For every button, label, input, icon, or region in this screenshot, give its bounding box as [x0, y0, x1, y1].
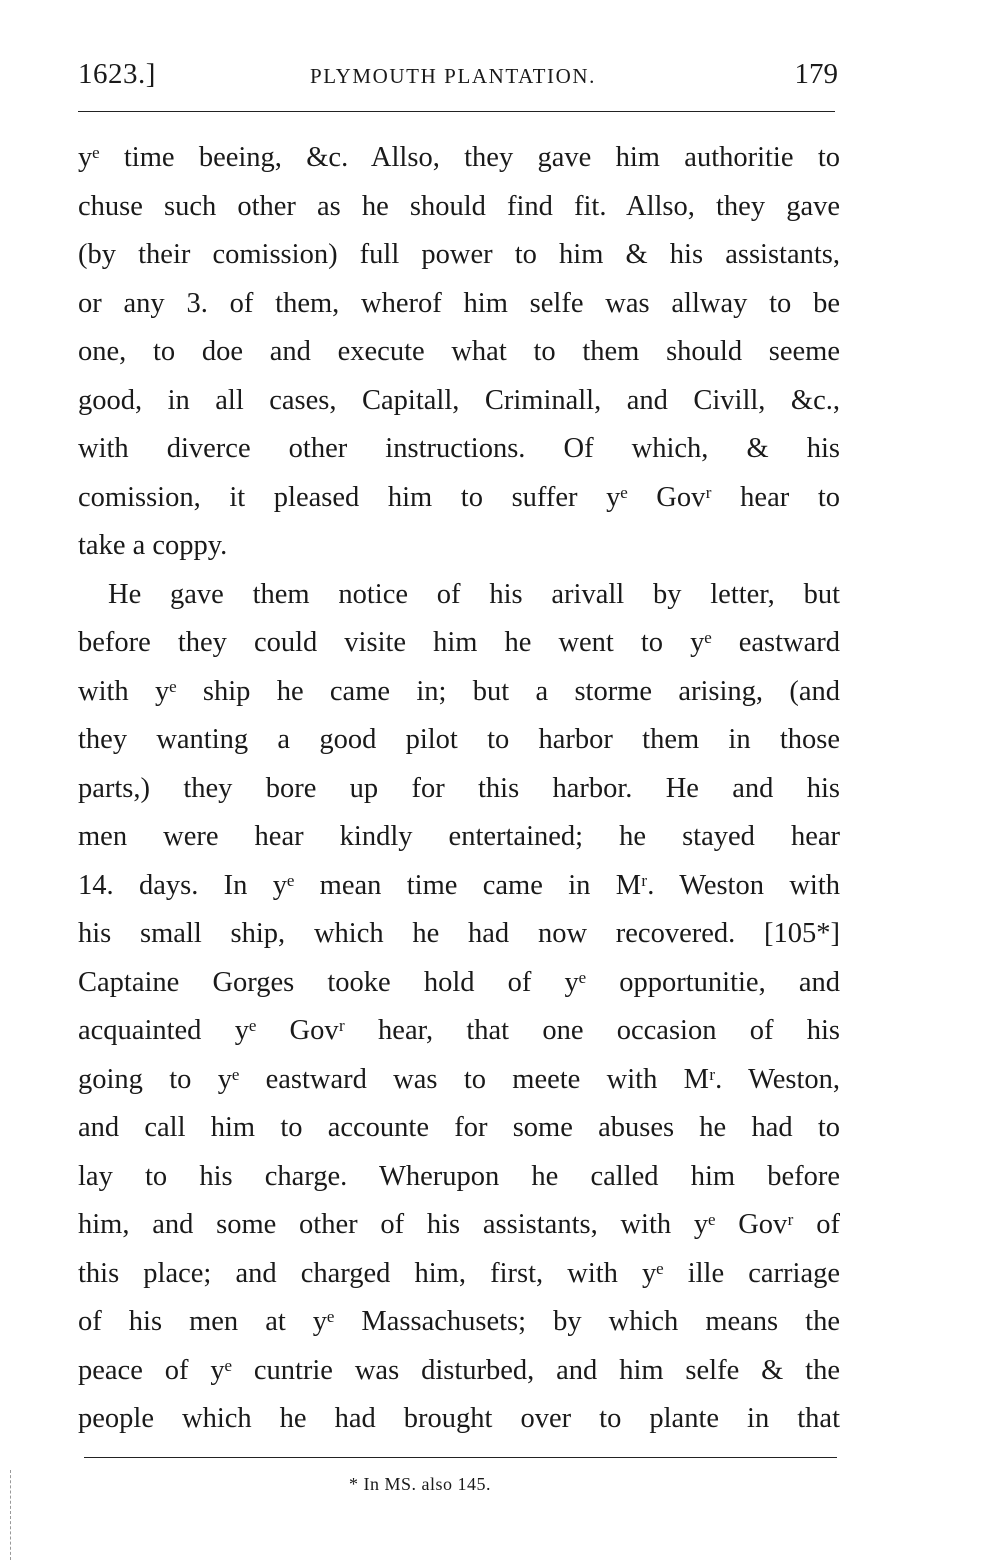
text-line: with diverce other instructions. Of which, & his	[78, 433, 840, 464]
text-line: chuse such other as he should find fit. Allso, they gave	[78, 190, 840, 222]
text-line: going to yᵉ eastward was to meete with Mʳ. Weston,	[78, 1063, 840, 1095]
text-line: and call him to accounte for some abuses he had to	[78, 1112, 840, 1143]
text-line: him, and some other of his assistants, with yᵉ Govʳ of	[78, 1209, 840, 1240]
text-line: comission, it pleased him to suffer yᵉ Govʳ hear to	[78, 481, 840, 513]
text-line: with yᵉ ship he came in; but a storme arising, (and	[78, 675, 840, 707]
text-line: (by their comission) full power to him & his assistants,	[78, 239, 840, 270]
running-header	[78, 58, 838, 98]
text-line: before they could visite him he went to yᵉ eastward	[78, 627, 840, 658]
text-line: peace of yᵉ cuntrie was disturbed, and him selfe & the	[78, 1354, 840, 1386]
text-line: Captaine Gorges tooke hold of yᵉ opportunitie, and	[78, 966, 840, 998]
text-line: this place; and charged him, first, with yᵉ ille carriage	[78, 1257, 840, 1289]
text-line: lay to his charge. Wherupon he called him before	[78, 1160, 840, 1192]
paragraph-start-line: He gave them notice of his arivall by letter, but	[108, 578, 840, 610]
header-title: PLYMOUTH PLANTATION.	[309, 64, 597, 88]
body-text	[78, 134, 840, 1444]
text-line: of his men at yᵉ Massachusets; by which means the	[78, 1306, 840, 1337]
header-rule	[78, 111, 835, 112]
text-line: or any 3. of them, wherof him selfe was allway to be	[78, 287, 840, 319]
text-line: good, in all cases, Capitall, Criminall, and Civill, &c.,	[78, 384, 840, 416]
text-line: acquainted yᵉ Govʳ hear, that one occasion of his	[78, 1015, 840, 1046]
text-line: his small ship, which he had now recovered. [105*]	[78, 918, 840, 949]
text-line: 14. days. In yᵉ mean time came in Mʳ. Weston with	[78, 869, 840, 901]
text-line: parts,) they bore up for this harbor. He and his	[78, 772, 840, 804]
text-line: they wanting a good pilot to harbor them in those	[78, 724, 840, 755]
text-line: men were hear kindly entertained; he stayed hear	[78, 821, 840, 852]
footnote-rule	[84, 1457, 837, 1458]
header-year: 1623.]	[78, 58, 156, 90]
text-line: people which he had brought over to plante in that	[78, 1403, 840, 1434]
text-line: one, to doe and execute what to them should seeme	[78, 336, 840, 367]
footnote: * In MS. also 145.	[348, 1474, 491, 1494]
scan-margin-marks	[10, 1470, 13, 1560]
page-number: 179	[794, 58, 838, 90]
text-line: yᵉ time beeing, &c. Allso, they gave him authoritie to	[78, 142, 840, 173]
text-line: take a coppy.	[78, 530, 228, 561]
